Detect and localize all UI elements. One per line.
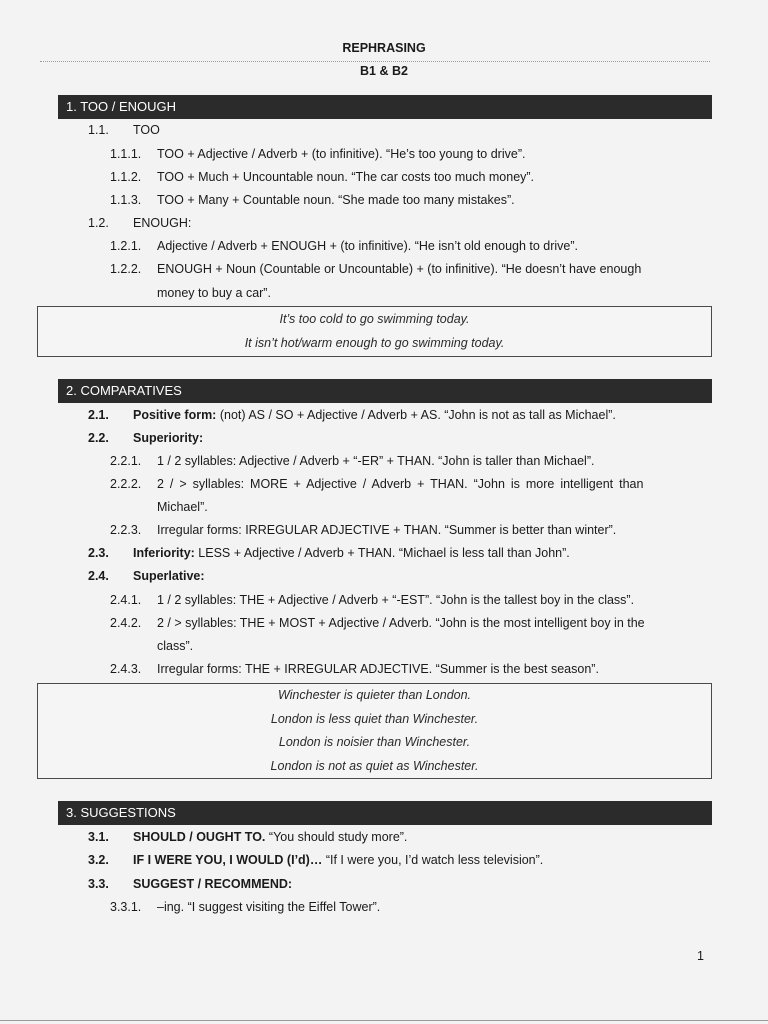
- item-number: 3.3.1.: [110, 900, 142, 914]
- item-text: Irregular forms: IRREGULAR ADJECTIVE + THAN. “Summer is better than winter”.: [157, 523, 617, 537]
- title-divider: [40, 61, 710, 62]
- item-number: 1.1.2.: [110, 170, 142, 184]
- item-number: 2.4.: [88, 569, 109, 583]
- item-label: Superiority:: [133, 431, 204, 445]
- item-text: TOO + Adjective / Adverb + (to infinitive). “He’s too young to drive”.: [157, 147, 526, 161]
- item-number: 2.2.3.: [110, 523, 142, 537]
- example-box-comparatives: [37, 683, 712, 779]
- item-text: “If I were you, I’d watch less television”.: [325, 853, 544, 867]
- item-number: 2.2.1.: [110, 454, 142, 468]
- item-text: –ing. “I suggest visiting the Eiffel Tower”.: [157, 900, 381, 914]
- item-label: SUGGEST / RECOMMEND:: [133, 877, 293, 891]
- item-text: Michael”.: [157, 500, 208, 514]
- item-number: 2.3.: [88, 546, 109, 560]
- item-text: “You should study more”.: [268, 830, 408, 844]
- item-number: 1.2.: [88, 216, 109, 230]
- item-number: 1.1.: [88, 123, 109, 137]
- example-sentence: It isn’t hot/warm enough to go swimming today.: [244, 335, 505, 350]
- item-number: 2.4.2.: [110, 616, 142, 630]
- item-label: Superlative:: [133, 569, 205, 583]
- item-number: 2.4.1.: [110, 593, 142, 607]
- item-number: 1.2.2.: [110, 262, 142, 276]
- item-label: Positive form:: [133, 408, 217, 422]
- document-title: REPHRASING: [342, 41, 426, 55]
- item-number: 1.1.3.: [110, 193, 142, 207]
- item-text: TOO + Many + Countable noun. “She made too many mistakes”.: [157, 193, 515, 207]
- section-header-too-enough: 1. TOO / ENOUGH: [58, 95, 712, 119]
- section-header-comparatives: 2. COMPARATIVES: [58, 379, 712, 403]
- example-sentence: Winchester is quieter than London.: [277, 688, 472, 702]
- item-label: Inferiority:: [133, 546, 195, 560]
- item-text: ENOUGH + Noun (Countable or Uncountable) + (to infinitive). “He doesn’t have enough: [157, 262, 642, 276]
- item-text: 1 / 2 syllables: THE + Adjective / Adverb + “-EST”. “John is the tallest boy in the class”.: [157, 593, 635, 607]
- item-number: 2.2.: [88, 431, 109, 445]
- item-text: money to buy a car”.: [157, 286, 271, 300]
- example-sentence: It’s too cold to go swimming today.: [279, 312, 470, 326]
- item-text: class”.: [157, 639, 194, 653]
- item-text: (not) AS / SO + Adjective / Adverb + AS. “John is not as tall as Michael”.: [219, 408, 616, 422]
- page-number: 1: [697, 949, 704, 963]
- example-sentence: London is not as quiet as Winchester.: [270, 758, 479, 773]
- item-number: 2.1.: [88, 408, 109, 422]
- item-text: 1 / 2 syllables: Adjective / Adverb + “-ER” + THAN. “John is taller than Michael”.: [157, 454, 595, 468]
- example-sentence: London is less quiet than Winchester.: [270, 711, 479, 726]
- item-text: LESS + Adjective / Adverb + THAN. “Michael is less tall than John”.: [198, 546, 570, 560]
- item-text: TOO: [133, 123, 160, 137]
- page-bottom-edge: [0, 1020, 768, 1021]
- item-label: SHOULD / OUGHT TO.: [133, 830, 266, 844]
- item-number: 1.1.1.: [110, 147, 142, 161]
- item-number: 2.2.2.: [110, 477, 142, 491]
- item-text: 2 / > syllables: MORE + Adjective / Adverb + THAN. “John is more intelligent than: [157, 477, 644, 491]
- item-text: Irregular forms: THE + IRREGULAR ADJECTIVE. “Summer is the best season”.: [157, 662, 599, 676]
- item-number: 3.2.: [88, 853, 109, 867]
- section-header-suggestions: 3. SUGGESTIONS: [58, 801, 712, 825]
- item-text: TOO + Much + Uncountable noun. “The car costs too much money”.: [157, 170, 535, 184]
- item-label: IF I WERE YOU, I WOULD (I’d)…: [133, 853, 323, 867]
- item-number: 2.4.3.: [110, 662, 142, 676]
- example-sentence: London is noisier than Winchester.: [278, 735, 471, 749]
- item-text: 2 / > syllables: THE + MOST + Adjective / Adverb. “John is the most intelligent boy in the: [157, 616, 645, 630]
- item-text: Adjective / Adverb + ENOUGH + (to infinitive). “He isn’t old enough to drive”.: [157, 239, 579, 253]
- item-text: ENOUGH:: [133, 216, 192, 230]
- document-subtitle: B1 & B2: [360, 64, 408, 78]
- example-box-too-enough: [37, 306, 712, 357]
- item-number: 1.2.1.: [110, 239, 142, 253]
- item-number: 3.1.: [88, 830, 109, 844]
- item-number: 3.3.: [88, 877, 109, 891]
